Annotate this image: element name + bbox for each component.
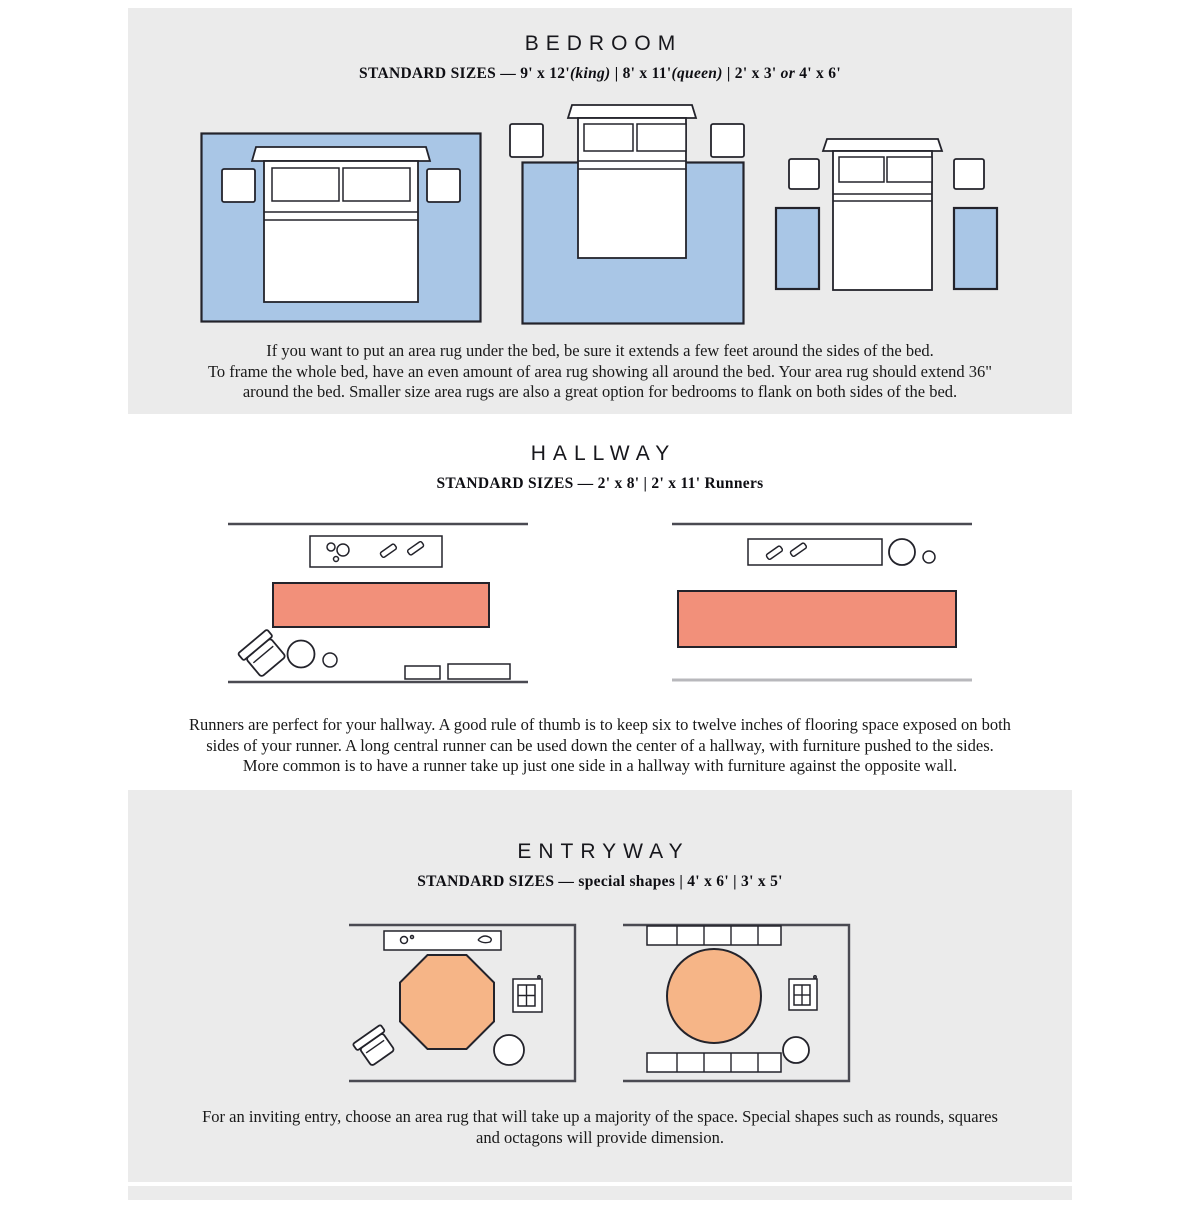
round-rug [667, 949, 761, 1043]
entryway-section [128, 790, 1072, 1182]
bench-icon [448, 664, 510, 679]
console-table-icon [384, 931, 501, 950]
hallway-diagram-central-runner [672, 519, 972, 689]
hallway-diagrams [0, 519, 1200, 691]
bed-icon [568, 105, 696, 258]
grid-table-icon [513, 976, 542, 1012]
hallway-description: Runners are perfect for your hallway. A good rule of thumb is to keep six to twelve inches of flooring space exposed on both sides of your runner. A long central runner can be used down the center of a hallway, with furniture pushed to the sides. More common is to have a runner take up just one side in a hallway with furniture against the opposite wall. [189, 715, 1011, 775]
entryway-diagram-round-rug [621, 917, 853, 1089]
bedroom-diagram-flanking-rugs [772, 138, 1001, 291]
hallway-standard-sizes: STANDARD SIZES — 2' x 8' | 2' x 11' Runners [436, 475, 764, 492]
bed-icon [823, 139, 942, 290]
bedroom-diagrams [128, 101, 1072, 329]
stool-icon [783, 1037, 809, 1063]
flanking-rug [776, 208, 819, 289]
entryway-diagrams [128, 917, 1072, 1091]
grid-table-icon [789, 976, 817, 1010]
nightstand-icon [711, 124, 744, 157]
round-side-table-icon [288, 641, 315, 668]
nightstand-icon [222, 169, 255, 202]
console-table-icon [310, 536, 442, 567]
console-table-icon [748, 539, 882, 565]
nightstand-icon [789, 159, 819, 189]
round-side-table-icon [889, 539, 915, 565]
round-side-table-icon [494, 1035, 524, 1065]
entryway-diagram-octagon-rug [347, 917, 579, 1089]
bench-icon [647, 1053, 781, 1072]
rug-size-guide [0, 8, 1200, 1208]
stool-icon [923, 551, 935, 563]
hallway-section [0, 414, 1200, 790]
nightstand-icon [954, 159, 984, 189]
entryway-description: For an inviting entry, choose an area rug that will take up a majority of the space. Special shapes such as rounds, squares and octagons will provide dimension. [202, 1107, 998, 1147]
bedroom-diagram-full-rug [200, 132, 482, 323]
bench-icon [405, 666, 440, 679]
octagon-rug [400, 955, 494, 1049]
runner-rug [273, 583, 489, 627]
nightstand-icon [510, 124, 543, 157]
bedroom-description: If you want to put an area rug under the bed, be sure it extends a few feet around the sides of the bed. To frame the whole bed, have an even amount of area rug showing all around the bed. Your area rug should extend 36" around the bed. Smaller size area rugs are also a great option for bedrooms to flank on both sides of the bed. [207, 341, 993, 401]
flanking-rug [954, 208, 997, 289]
bedroom-standard-sizes: STANDARD SIZES — 9' x 12'(king) | 8' x 11'(queen) | 2' x 3' or 4' x 6' [359, 65, 841, 82]
entryway-title: ENTRYWAY [517, 840, 690, 863]
hallway-diagram-side-runner [228, 519, 528, 689]
nightstand-icon [427, 169, 460, 202]
runner-rug [678, 591, 956, 647]
bench-icon [647, 926, 781, 945]
hallway-title: HALLWAY [530, 442, 677, 465]
entryway-standard-sizes: STANDARD SIZES — special shapes | 4' x 6' | 3' x 5' [417, 873, 783, 890]
bedroom-section [128, 8, 1072, 414]
bed-icon [252, 147, 430, 302]
next-section-panel-edge [128, 1186, 1072, 1200]
bedroom-diagram-partial-rug [508, 101, 746, 326]
bedroom-title: BEDROOM [524, 32, 683, 55]
stool-icon [323, 653, 337, 667]
armchair-icon [238, 629, 288, 679]
armchair-icon [353, 1025, 397, 1068]
